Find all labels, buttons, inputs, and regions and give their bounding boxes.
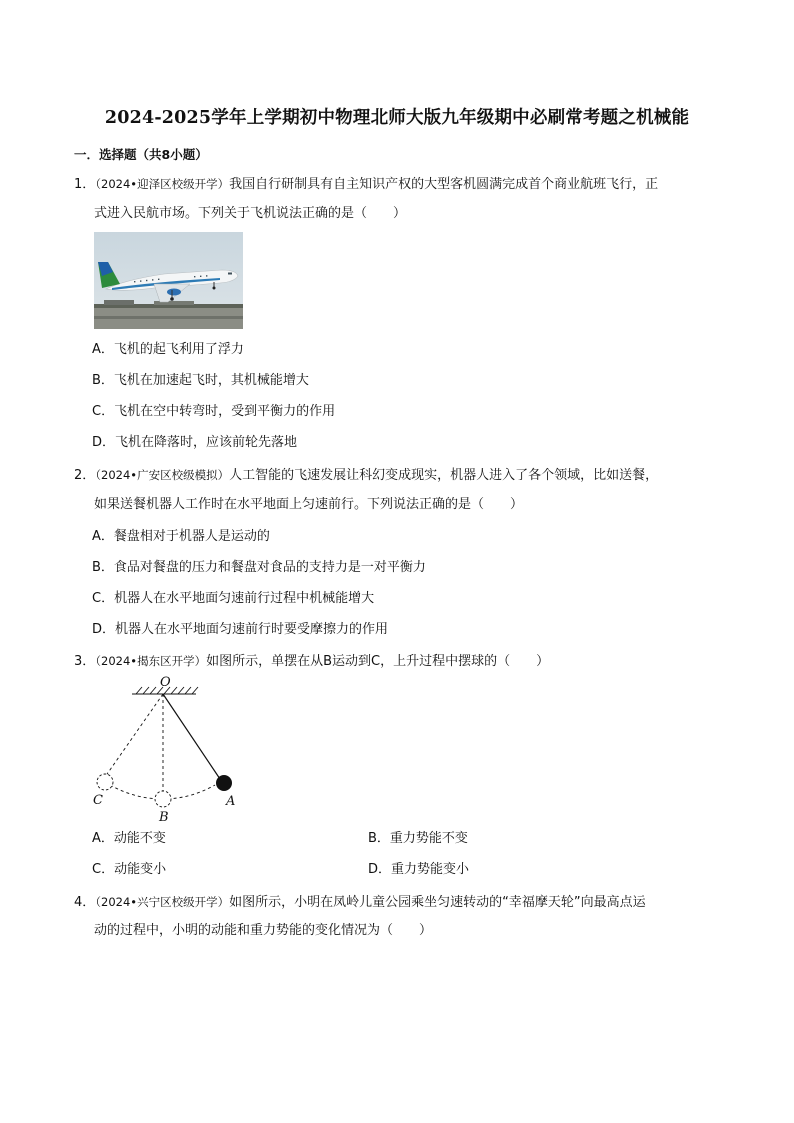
question-1-stem: 我国自行研制具有自主知识产权的大型客机圆满完成首个商业航班飞行，正 — [229, 177, 659, 192]
question-3-source: （2024•揭东区开学） — [95, 654, 207, 668]
question-3-option-b: B．重力势能不变 — [368, 831, 468, 846]
question-2-line-1 — [74, 466, 724, 485]
question-2-line-2: 如果送餐机器人工作时在水平地面上匀速前行。下列说法正确的是（ ） — [94, 497, 524, 512]
section-heading: 一．选择题（共8小题） — [74, 147, 208, 162]
question-4-number: 4． — [74, 895, 96, 910]
question-2-option-d: D．机器人在水平地面匀速前行时要受摩擦力的作用 — [92, 622, 389, 637]
question-3-line-1 — [74, 652, 724, 671]
question-1-option-b: B．飞机在加速起飞时，其机械能增大 — [92, 373, 309, 388]
question-2-number: 2． — [74, 468, 96, 483]
pendulum-diagram — [90, 672, 250, 824]
question-2-option-c: C．机器人在水平地面匀速前行过程中机械能增大 — [92, 591, 375, 606]
question-3-number: 3． — [74, 654, 96, 669]
question-4-line-1 — [74, 893, 724, 912]
question-2-option-a: A．餐盘相对于机器人是运动的 — [92, 529, 270, 544]
question-2-option-b: B．食品对餐盘的压力和餐盘对食品的支持力是一对平衡力 — [92, 560, 426, 575]
question-1-option-a: A．飞机的起飞利用了浮力 — [92, 342, 244, 357]
question-4-stem: 如图所示，小明在凤岭儿童公园乘坐匀速转动的“幸福摩天轮”向最高点运 — [229, 895, 646, 910]
label-b: B — [159, 810, 169, 824]
question-3-option-a: A．动能不变 — [92, 831, 166, 846]
question-2-source: （2024•广安区校级模拟） — [95, 468, 230, 482]
question-4-line-2: 动的过程中，小明的动能和重力势能的变化情况为（ ） — [94, 923, 433, 938]
question-2-stem: 人工智能的飞速发展让科幻变成现实，机器人进入了各个领域，比如送餐， — [229, 468, 659, 483]
question-1-option-c: C．飞机在空中转弯时，受到平衡力的作用 — [92, 404, 336, 419]
label-o: O — [160, 675, 171, 690]
page-title: 2024-2025学年上学期初中物理北师大版九年级期中必刷常考题之机械能 — [104, 108, 690, 128]
question-3-stem: 如图所示，单摆在从B运动到C，上升过程中摆球的（ ） — [206, 654, 550, 669]
pendulum-figure — [90, 672, 250, 824]
question-3-option-d: D．重力势能变小 — [368, 862, 470, 877]
question-1-number: 1． — [74, 177, 96, 192]
question-1-line-2: 式进入民航市场。下列关于飞机说法正确的是（ ） — [94, 206, 407, 221]
question-3-option-c: C．动能变小 — [92, 862, 167, 877]
question-1-line-1 — [74, 175, 724, 194]
question-1-source: （2024•迎泽区校级开学） — [95, 177, 230, 191]
question-1-option-d: D．飞机在降落时，应该前轮先落地 — [92, 435, 298, 450]
question-4-source: （2024•兴宁区校级开学） — [95, 895, 230, 909]
airplane-image-icon — [94, 232, 243, 329]
airplane-photo — [94, 232, 243, 329]
label-c: C — [93, 793, 103, 808]
label-a: A — [226, 794, 236, 809]
